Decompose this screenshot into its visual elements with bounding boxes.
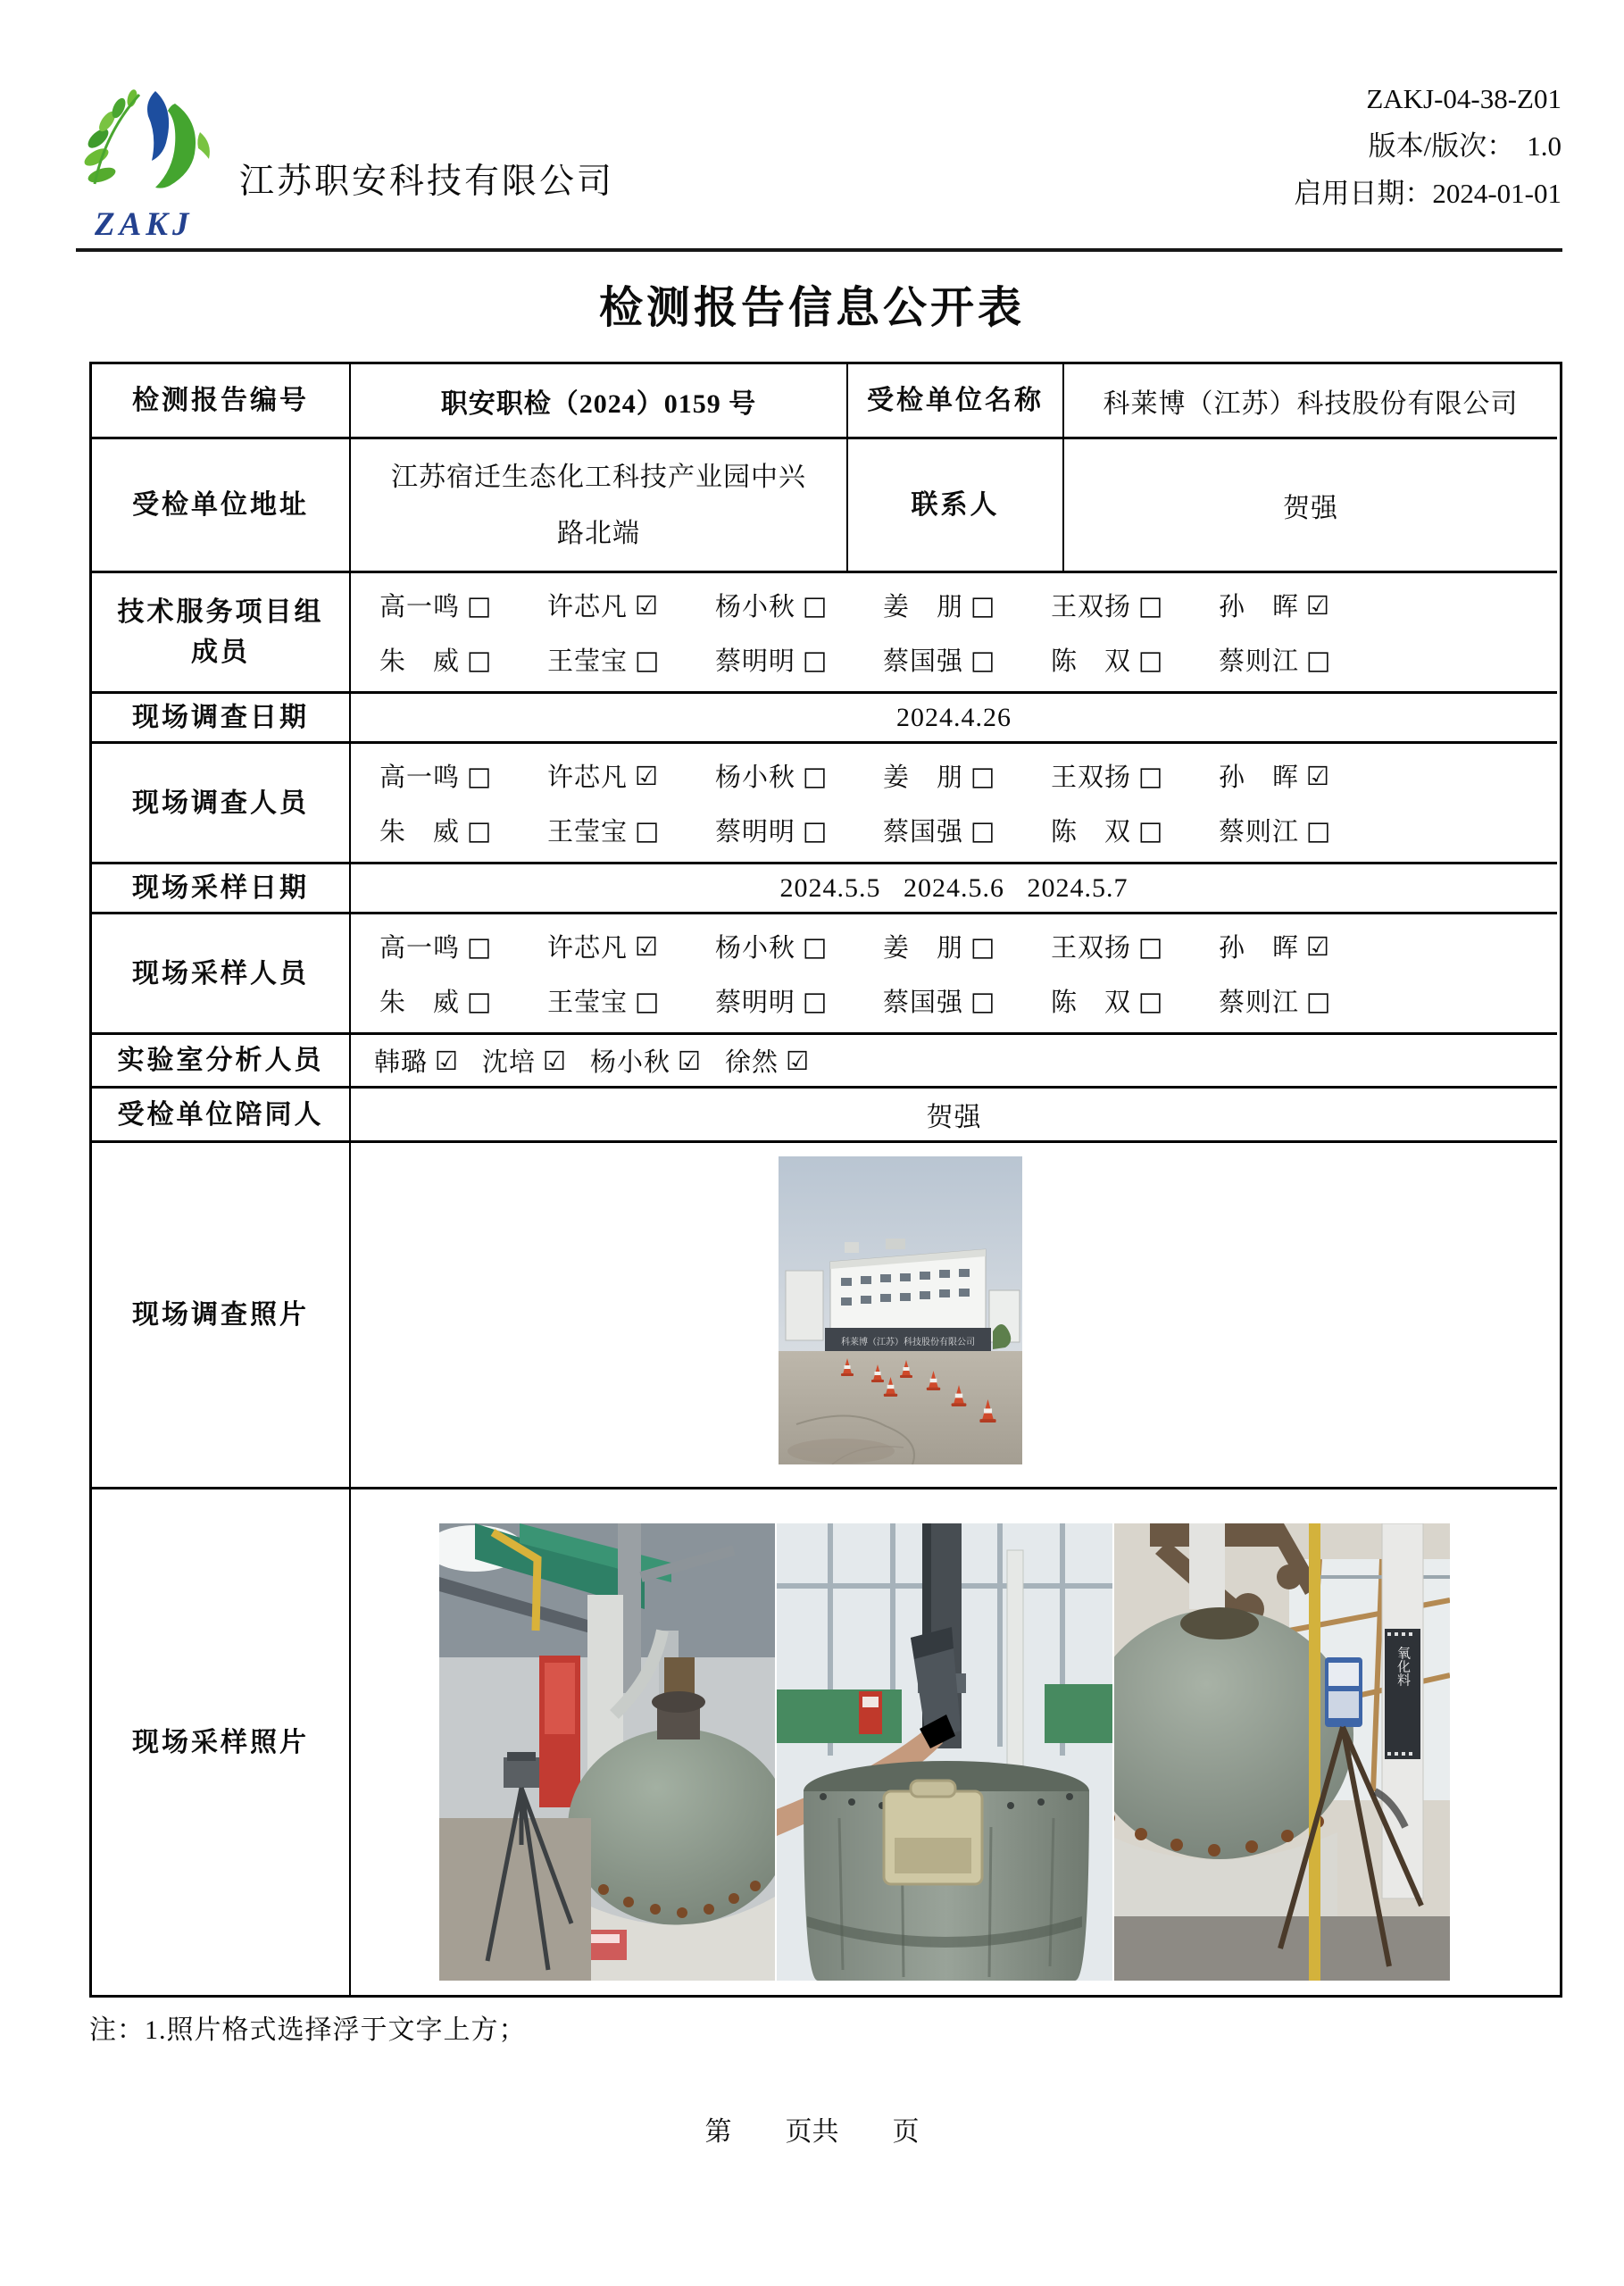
- checkbox-checked-icon[interactable]: ☑: [1306, 589, 1331, 621]
- member-name: 朱 威: [379, 989, 461, 1017]
- footer-note: 注：1.照片格式选择浮于文字上方；: [89, 2015, 527, 2045]
- member-name: 姜 朋: [883, 934, 964, 963]
- checkbox-unchecked-icon[interactable]: □: [803, 985, 829, 1016]
- member-name: 蔡则江: [1219, 989, 1300, 1017]
- member-item: [547, 587, 715, 623]
- team-members-line2: [379, 641, 1557, 678]
- lab-members: [351, 1035, 1557, 1089]
- sampling-staff-members: [351, 914, 1557, 1035]
- company-name: 江苏职安科技有限公司: [239, 163, 615, 201]
- member-name: 高一鸣: [379, 593, 461, 622]
- org-name-value: 科莱博（江苏）科技股份有限公司: [1064, 364, 1557, 439]
- member-item: [1219, 982, 1387, 1019]
- member-name: 徐然: [725, 1048, 779, 1077]
- member-item: [379, 812, 547, 848]
- checkbox-unchecked-icon[interactable]: □: [1306, 814, 1332, 846]
- org-addr-line2: 路北端: [557, 518, 640, 548]
- checkbox-unchecked-icon[interactable]: □: [467, 760, 493, 791]
- report-no-label: 检测报告编号: [92, 364, 351, 439]
- member-name: 杨小秋: [715, 763, 796, 792]
- member-item: [1051, 812, 1219, 848]
- checkbox-unchecked-icon[interactable]: □: [970, 930, 996, 962]
- survey-date-label: 现场调查日期: [92, 694, 351, 744]
- member-item: [883, 928, 1051, 964]
- member-item: [715, 812, 883, 848]
- checkbox-checked-icon[interactable]: ☑: [1306, 760, 1331, 791]
- member-item: [883, 641, 1051, 678]
- member-name: 王双扬: [1051, 763, 1132, 792]
- member-name: 孙 晖: [1219, 934, 1300, 963]
- checkbox-unchecked-icon[interactable]: □: [635, 644, 661, 675]
- member-name: 杨小秋: [715, 934, 796, 963]
- member-name: 王莹宝: [547, 818, 629, 847]
- report-no-value: 职安职检（2024）0159 号: [351, 364, 848, 439]
- member-item: [547, 928, 715, 964]
- checkbox-unchecked-icon[interactable]: □: [1306, 644, 1332, 675]
- pillar-label-text: 氧化料: [1395, 1646, 1410, 1687]
- lab-label: 实验室分析人员: [92, 1035, 351, 1089]
- checkbox-unchecked-icon[interactable]: □: [970, 644, 996, 675]
- member-name: 蔡国强: [883, 818, 964, 847]
- checkbox-unchecked-icon[interactable]: □: [1138, 930, 1164, 962]
- checkbox-unchecked-icon[interactable]: □: [1138, 814, 1164, 846]
- doc-effective-date: 启用日期：2024-01-01: [1294, 178, 1562, 209]
- checkbox-unchecked-icon[interactable]: □: [970, 589, 996, 621]
- member-item: [547, 812, 715, 848]
- member-name: 沈培: [482, 1048, 537, 1077]
- member-item: [1051, 928, 1219, 964]
- checkbox-checked-icon[interactable]: ☑: [635, 589, 660, 621]
- member-item: [1219, 587, 1387, 623]
- sampling-staff-label: 现场采样人员: [92, 914, 351, 1035]
- lab-members-line: [374, 1042, 1557, 1079]
- member-item: [725, 1042, 810, 1079]
- member-item: [1219, 757, 1387, 794]
- member-name: 姜 朋: [883, 763, 964, 792]
- survey-photo: [779, 1156, 1022, 1464]
- checkbox-unchecked-icon[interactable]: □: [970, 814, 996, 846]
- org-name-label: 受检单位名称: [848, 364, 1064, 439]
- checkbox-unchecked-icon[interactable]: □: [803, 814, 829, 846]
- member-name: 蔡则江: [1219, 818, 1300, 847]
- member-item: [715, 982, 883, 1019]
- member-name: 杨小秋: [590, 1048, 671, 1077]
- member-item: [379, 982, 547, 1019]
- checkbox-unchecked-icon[interactable]: □: [803, 930, 829, 962]
- member-item: [1219, 812, 1387, 848]
- member-name: 杨小秋: [715, 593, 796, 622]
- checkbox-unchecked-icon[interactable]: □: [1138, 644, 1164, 675]
- checkbox-unchecked-icon[interactable]: □: [970, 985, 996, 1016]
- sampling-date-value: 2024.5.5 2024.5.6 2024.5.7: [351, 864, 1557, 914]
- member-name: 高一鸣: [379, 763, 461, 792]
- doc-code: ZAKJ-04-38-Z01: [1366, 83, 1562, 114]
- doc-version: 版本/版次： 1.0: [1368, 130, 1562, 162]
- member-name: 王莹宝: [547, 647, 629, 676]
- survey-staff-label: 现场调查人员: [92, 744, 351, 864]
- member-item: [883, 812, 1051, 848]
- sampling-photo-1: [439, 1523, 775, 1981]
- member-item: [715, 928, 883, 964]
- sampling-photo-cell: [351, 1489, 1557, 1995]
- member-name: 许芯凡: [547, 763, 629, 792]
- member-item: [379, 757, 547, 794]
- checkbox-unchecked-icon[interactable]: □: [635, 985, 661, 1016]
- checkbox-unchecked-icon[interactable]: □: [467, 589, 493, 621]
- member-name: 蔡国强: [883, 989, 964, 1017]
- checkbox-unchecked-icon[interactable]: □: [1138, 589, 1164, 621]
- member-name: 陈 双: [1051, 647, 1132, 676]
- accompany-label: 受检单位陪同人: [92, 1089, 351, 1143]
- survey-photo-label: 现场调查照片: [92, 1143, 351, 1489]
- org-addr-line1: 江苏宿迁生态化工科技产业园中兴: [391, 462, 806, 492]
- page-number: 第 页共 页: [704, 2117, 920, 2147]
- member-item: [715, 587, 883, 623]
- checkbox-unchecked-icon[interactable]: □: [803, 760, 829, 791]
- sampling-photo-2: [777, 1523, 1112, 1981]
- member-item: [1051, 641, 1219, 678]
- checkbox-unchecked-icon[interactable]: □: [467, 644, 493, 675]
- survey-staff-line2: [379, 812, 1557, 848]
- org-addr-value: [351, 439, 848, 573]
- member-item: [547, 641, 715, 678]
- survey-photo-banner-text: 科莱博（江苏）科技股份有限公司: [841, 1338, 975, 1347]
- member-name: 王双扬: [1051, 934, 1132, 963]
- member-item: [883, 757, 1051, 794]
- checkbox-unchecked-icon[interactable]: □: [635, 814, 661, 846]
- sampling-staff-line2: [379, 982, 1557, 1019]
- member-item: [1219, 641, 1387, 678]
- checkbox-unchecked-icon[interactable]: □: [467, 930, 493, 962]
- member-item: [1219, 928, 1387, 964]
- member-item: [1051, 587, 1219, 623]
- checkbox-unchecked-icon[interactable]: □: [467, 814, 493, 846]
- member-item: [482, 1042, 567, 1079]
- accompany-value: 贺强: [351, 1089, 1557, 1143]
- member-name: 陈 双: [1051, 989, 1132, 1017]
- member-item: [883, 982, 1051, 1019]
- member-name: 蔡明明: [715, 818, 796, 847]
- survey-staff-members: [351, 744, 1557, 864]
- checkbox-checked-icon[interactable]: ☑: [1306, 930, 1331, 962]
- member-name: 蔡明明: [715, 647, 796, 676]
- member-item: [374, 1042, 459, 1079]
- page-title: 检测报告信息公开表: [598, 283, 1025, 332]
- member-item: [590, 1042, 702, 1079]
- org-addr-label: 受检单位地址: [92, 439, 351, 573]
- member-name: 王莹宝: [547, 989, 629, 1017]
- info-table: [89, 362, 1562, 1998]
- team-members: [351, 573, 1557, 694]
- checkbox-checked-icon[interactable]: ☑: [678, 1045, 703, 1076]
- member-name: 陈 双: [1051, 818, 1132, 847]
- contact-label: 联系人: [848, 439, 1064, 573]
- member-name: 姜 朋: [883, 593, 964, 622]
- member-item: [715, 757, 883, 794]
- member-item: [379, 641, 547, 678]
- member-name: 高一鸣: [379, 934, 461, 963]
- member-item: [547, 757, 715, 794]
- member-item: [715, 641, 883, 678]
- member-item: [883, 587, 1051, 623]
- company-logo: [70, 79, 248, 244]
- member-name: 朱 威: [379, 818, 461, 847]
- checkbox-unchecked-icon[interactable]: □: [467, 985, 493, 1016]
- survey-date-value: 2024.4.26: [351, 694, 1557, 744]
- checkbox-unchecked-icon[interactable]: □: [803, 589, 829, 621]
- checkbox-checked-icon[interactable]: ☑: [635, 930, 660, 962]
- member-item: [547, 982, 715, 1019]
- member-name: 韩璐: [374, 1048, 429, 1077]
- checkbox-checked-icon[interactable]: ☑: [786, 1045, 811, 1076]
- member-name: 许芯凡: [547, 593, 629, 622]
- checkbox-unchecked-icon[interactable]: □: [1138, 760, 1164, 791]
- member-item: [1051, 982, 1219, 1019]
- checkbox-unchecked-icon[interactable]: □: [970, 760, 996, 791]
- checkbox-unchecked-icon[interactable]: □: [803, 644, 829, 675]
- member-name: 朱 威: [379, 647, 461, 676]
- member-item: [379, 587, 547, 623]
- member-item: [379, 928, 547, 964]
- survey-photo-cell: [351, 1143, 1557, 1489]
- checkbox-checked-icon[interactable]: ☑: [635, 760, 660, 791]
- sampling-photo-label: 现场采样照片: [92, 1489, 351, 1995]
- member-name: 孙 晖: [1219, 763, 1300, 792]
- checkbox-unchecked-icon[interactable]: □: [1306, 985, 1332, 1016]
- survey-staff-line1: [379, 757, 1557, 794]
- member-name: 蔡国强: [883, 647, 964, 676]
- leaf-logo-icon: [70, 79, 248, 208]
- member-item: [1051, 757, 1219, 794]
- team-label: 技术服务项目组成员: [92, 573, 351, 694]
- checkbox-checked-icon[interactable]: ☑: [435, 1045, 460, 1076]
- sampling-photo-3: [1114, 1523, 1450, 1981]
- member-name: 王双扬: [1051, 593, 1132, 622]
- contact-value: 贺强: [1064, 439, 1557, 573]
- document-meta: [1294, 75, 1562, 217]
- sampling-date-label: 现场采样日期: [92, 864, 351, 914]
- header-divider: [76, 248, 1562, 252]
- checkbox-unchecked-icon[interactable]: □: [1138, 985, 1164, 1016]
- member-name: 孙 晖: [1219, 593, 1300, 622]
- logo-zakj-text: ZAKJ: [95, 206, 194, 243]
- member-name: 蔡明明: [715, 989, 796, 1017]
- team-members-line1: [379, 587, 1557, 623]
- member-name: 蔡则江: [1219, 647, 1300, 676]
- member-name: 许芯凡: [547, 934, 629, 963]
- sampling-staff-line1: [379, 928, 1557, 964]
- checkbox-checked-icon[interactable]: ☑: [543, 1045, 568, 1076]
